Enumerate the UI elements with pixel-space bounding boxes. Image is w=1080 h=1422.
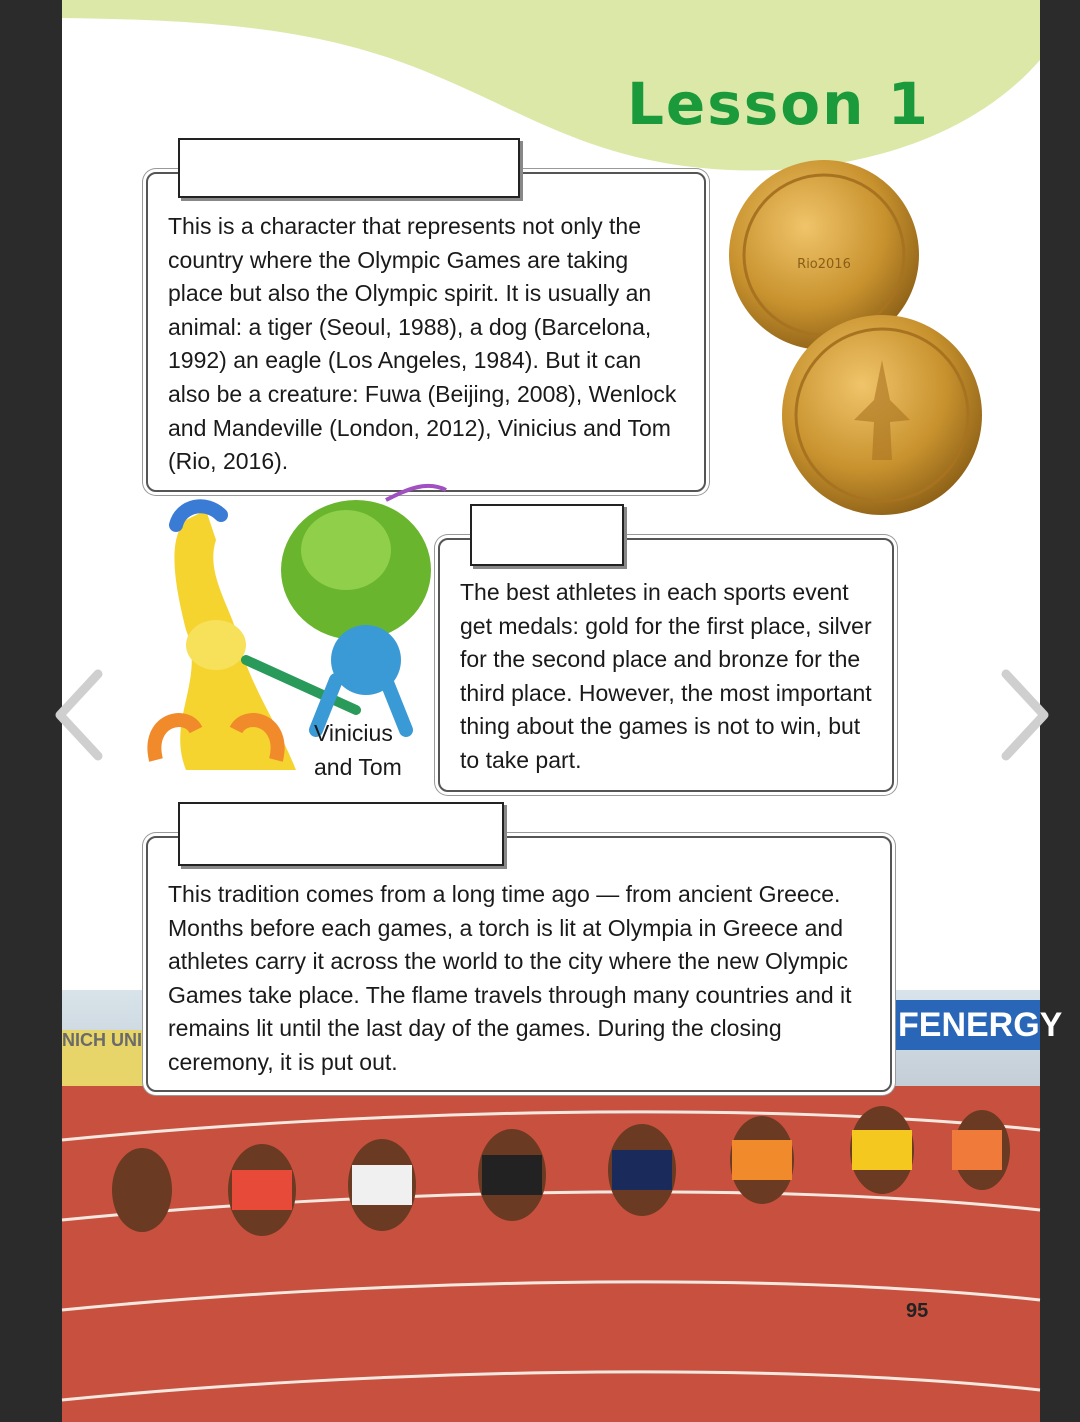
mascot-text-box bbox=[146, 172, 706, 492]
banner-left-text: NICH UNI bbox=[62, 1030, 142, 1050]
medal-inscription: Rio2016 bbox=[797, 257, 851, 272]
page-number: 95 bbox=[906, 1300, 929, 1322]
gold-medals-image bbox=[724, 160, 984, 520]
mascots-image bbox=[126, 480, 466, 780]
prev-page-button[interactable] bbox=[50, 668, 110, 763]
mascot-heading-blank[interactable] bbox=[178, 138, 520, 198]
next-page-button[interactable] bbox=[994, 668, 1054, 763]
banner-right-text: FENERGY bbox=[898, 1006, 1063, 1044]
chevron-right-icon bbox=[994, 668, 1054, 763]
mascot-caption-line1: Vinicius bbox=[314, 720, 393, 746]
chevron-left-icon bbox=[50, 668, 110, 763]
book-page bbox=[62, 0, 1063, 1422]
lesson-title: Lesson 1 bbox=[626, 70, 930, 138]
medals-paragraph: The best athletes in each sports event get medals: gold for the first place, silver for the second place and bronze for the third place. However, the most important thing about the games is not to win, but to take part. bbox=[460, 579, 872, 773]
mascot-paragraph: This is a character that represents not only the country where the Olympic Games are taking place but also the Olympic spirit. It is usually an animal: a tiger (Seoul, 1988), a dog (Barcelona, 1992) an eagle (Los Angeles, 1984). But it can also be a creature: Fuwa (Beijing, 2008), Wenlock and Mandeville (London, 2012), Vinicius and Tom (Rio, 2016). bbox=[168, 213, 677, 475]
torch-heading-blank[interactable] bbox=[178, 802, 504, 866]
mascot-caption bbox=[314, 716, 402, 784]
torch-text-box bbox=[146, 836, 892, 1092]
torch-paragraph: This tradition comes from a long time ago — from ancient Greece. Months before each games, a torch is lit at Olympia in Greece and athletes carry it across the world to the city where the new Olympic Games take place. The flame travels through many countries and it remains lit until the last day of the games. During the closing ceremony, it is put out. bbox=[168, 881, 852, 1075]
mascot-caption-line2: and Tom bbox=[314, 754, 402, 780]
medals-heading-blank[interactable] bbox=[470, 504, 624, 566]
medals-text-box bbox=[438, 538, 894, 792]
